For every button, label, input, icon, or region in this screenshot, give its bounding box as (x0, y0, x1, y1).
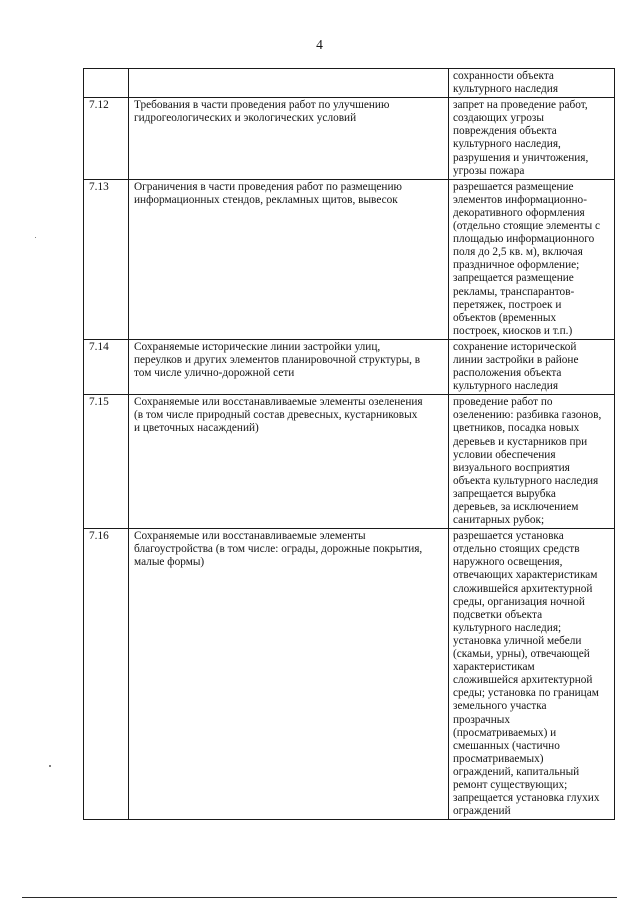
item-regulation-cell: сохранности объекта культурного наследия (449, 69, 615, 98)
item-regulation-cell: сохранение исторической линии застройки в районе расположения объекта культурного наследия (449, 339, 615, 394)
item-number-cell: 7.15 (84, 395, 129, 529)
item-description-cell: Ограничения в части проведения работ по размещению информационных стендов, рекламных щитов, вывесок (129, 179, 449, 339)
table-row (84, 339, 615, 394)
table-row (84, 69, 615, 98)
scan-speck (35, 237, 36, 238)
page-number: 4 (316, 37, 323, 52)
item-number-cell (84, 69, 129, 98)
item-regulation-cell: разрешается размещение элементов информационно- декоративного оформления (отдельно стоящие элементы с площадью информационного поля до 2,5 кв. м), включая праздничное оформление; запрещается размещение рекламы, транспарантов- перетяжек, построек и объектов (временных построек, киосков и т.п.) (449, 179, 615, 339)
table-row (84, 179, 615, 339)
table-row (84, 98, 615, 180)
item-description-cell: Сохраняемые или восстанавливаемые элементы благоустройства (в том числе: ограды, дорожные покрытия, малые формы) (129, 529, 449, 820)
table-row (84, 529, 615, 820)
item-regulation-cell: разрешается установка отдельно стоящих средств наружного освещения, отвечающих характеристикам сложившейся архитектурной среды, организация ночной подсветки объекта культурного наследия; установка уличной мебели (скамьи, урны), отвечающей характеристикам сложившейся архитектурной среды; установка по границам земельного участка прозрачных (просматриваемых) и смешанных (частично просматриваемых) ограждений, капитальный ремонт существующих; запрещается установка глухих ограждений (449, 529, 615, 820)
item-description-cell: Сохраняемые или восстанавливаемые элементы озеленения (в том числе природный состав древесных, кустарниковых и цветочных насаждений) (129, 395, 449, 529)
scan-speck (49, 765, 51, 767)
item-number-cell: 7.13 (84, 179, 129, 339)
item-number-cell: 7.16 (84, 529, 129, 820)
item-description-cell (129, 69, 449, 98)
table-row (84, 395, 615, 529)
item-regulation-cell: запрет на проведение работ, создающих угрозы повреждения объекта культурного наследия, разрушения и уничтожения, угрозы пожара (449, 98, 615, 180)
item-regulation-cell: проведение работ по озеленению: разбивка газонов, цветников, посадка новых деревьев и кустарников при условии обеспечения визуального восприятия объекта культурного наследия запрещается вырубка деревьев, за исключением санитарных рубок; (449, 395, 615, 529)
footer-rule (22, 897, 617, 898)
item-number-cell: 7.14 (84, 339, 129, 394)
item-number-cell: 7.12 (84, 98, 129, 180)
item-description-cell: Сохраняемые исторические линии застройки улиц, переулков и других элементов планировочной структуры, в том числе улично-дорожной сети (129, 339, 449, 394)
item-description-cell: Требования в части проведения работ по улучшению гидрогеологических и экологических условий (129, 98, 449, 180)
regulations-table (83, 68, 615, 820)
